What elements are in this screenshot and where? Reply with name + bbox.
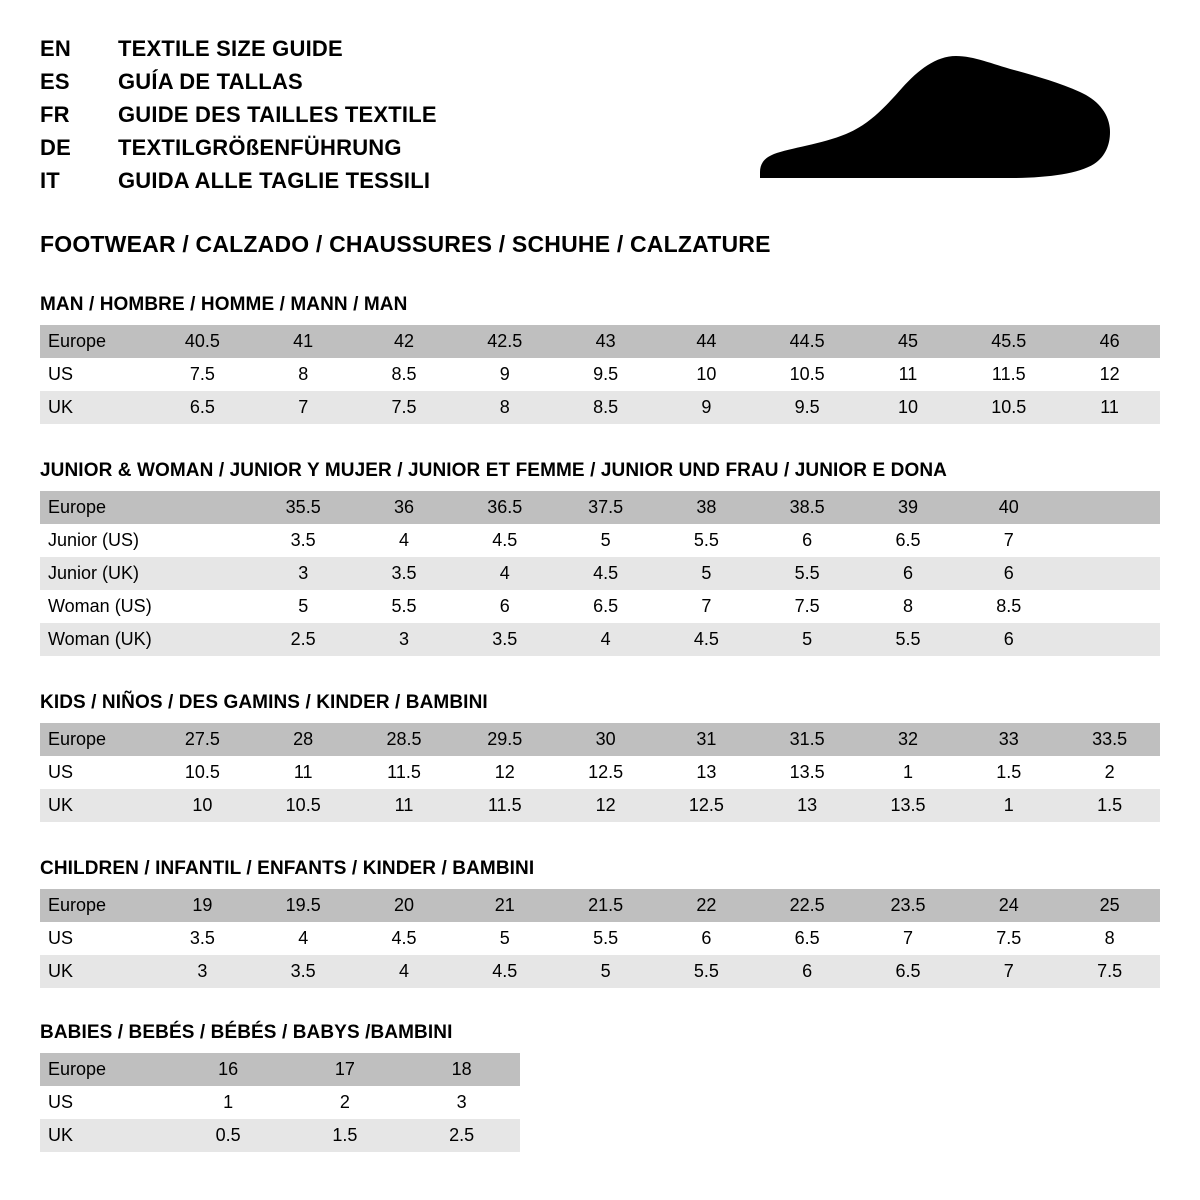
cell: 2 bbox=[286, 1086, 403, 1119]
table-row bbox=[40, 889, 1160, 922]
language-row bbox=[40, 168, 437, 194]
size-table-kids bbox=[40, 723, 1160, 822]
cell: 38.5 bbox=[757, 491, 858, 524]
cell: 6.5 bbox=[858, 955, 959, 988]
row-label: Europe bbox=[40, 1053, 170, 1086]
cell: 11 bbox=[354, 789, 455, 822]
cell: 13 bbox=[656, 756, 757, 789]
table-row bbox=[40, 491, 1160, 524]
cell: 40 bbox=[958, 491, 1059, 524]
cell: 6 bbox=[958, 623, 1059, 656]
cell: 8 bbox=[253, 358, 354, 391]
cell: 30 bbox=[555, 723, 656, 756]
table-row bbox=[40, 789, 1160, 822]
cell: 6 bbox=[656, 922, 757, 955]
cell: 1 bbox=[958, 789, 1059, 822]
section-kids bbox=[40, 692, 1160, 822]
cell: 3.5 bbox=[454, 623, 555, 656]
row-label: UK bbox=[40, 391, 152, 424]
cell: 2.5 bbox=[253, 623, 354, 656]
cell bbox=[152, 491, 253, 524]
table-row bbox=[40, 1053, 520, 1086]
cell: 4.5 bbox=[454, 955, 555, 988]
cell: 25 bbox=[1059, 889, 1160, 922]
cell: 12.5 bbox=[656, 789, 757, 822]
cell: 3.5 bbox=[354, 557, 455, 590]
cell: 42.5 bbox=[454, 325, 555, 358]
table-row bbox=[40, 524, 1160, 557]
cell bbox=[1059, 623, 1160, 656]
cell: 13.5 bbox=[858, 789, 959, 822]
row-label: UK bbox=[40, 1119, 170, 1152]
cell: 19 bbox=[152, 889, 253, 922]
cell: 3.5 bbox=[152, 922, 253, 955]
language-row bbox=[40, 69, 437, 95]
cell: 12 bbox=[1059, 358, 1160, 391]
cell: 12.5 bbox=[555, 756, 656, 789]
cell: 5.5 bbox=[858, 623, 959, 656]
language-title-list bbox=[40, 36, 437, 201]
cell: 4 bbox=[354, 524, 455, 557]
cell: 21.5 bbox=[555, 889, 656, 922]
cell: 28 bbox=[253, 723, 354, 756]
cell: 0.5 bbox=[170, 1119, 287, 1152]
cell: 8.5 bbox=[354, 358, 455, 391]
cell: 2 bbox=[1059, 756, 1160, 789]
section-title: JUNIOR & WOMAN / JUNIOR Y MUJER / JUNIOR ET FEMME / JUNIOR UND FRAU / JUNIOR E DONA bbox=[40, 460, 948, 481]
footwear-title: FOOTWEAR / CALZADO / CHAUSSURES / SCHUHE / CALZATURE bbox=[40, 231, 771, 257]
cell: 5 bbox=[555, 524, 656, 557]
row-label: Europe bbox=[40, 889, 152, 922]
cell: 33 bbox=[958, 723, 1059, 756]
cell: 31 bbox=[656, 723, 757, 756]
cell: 10 bbox=[858, 391, 959, 424]
cell: 10 bbox=[152, 789, 253, 822]
cell: 7 bbox=[858, 922, 959, 955]
language-code: ES bbox=[40, 69, 70, 94]
cell: 23.5 bbox=[858, 889, 959, 922]
table-row bbox=[40, 756, 1160, 789]
language-title: TEXTILGRÖßENFÜHRUNG bbox=[118, 135, 402, 160]
row-label: US bbox=[40, 922, 152, 955]
cell: 2.5 bbox=[403, 1119, 520, 1152]
cell: 36.5 bbox=[454, 491, 555, 524]
cell: 9.5 bbox=[555, 358, 656, 391]
cell: 7.5 bbox=[958, 922, 1059, 955]
cell: 1.5 bbox=[1059, 789, 1160, 822]
cell: 32 bbox=[858, 723, 959, 756]
cell bbox=[152, 590, 253, 623]
cell: 7.5 bbox=[354, 391, 455, 424]
cell: 31.5 bbox=[757, 723, 858, 756]
dress-shoe-icon bbox=[760, 54, 1110, 184]
cell: 16 bbox=[170, 1053, 287, 1086]
cell: 4.5 bbox=[354, 922, 455, 955]
page-header bbox=[40, 36, 1160, 201]
cell: 9 bbox=[454, 358, 555, 391]
row-label: US bbox=[40, 1086, 170, 1119]
cell: 3.5 bbox=[253, 955, 354, 988]
cell: 13.5 bbox=[757, 756, 858, 789]
cell: 8 bbox=[454, 391, 555, 424]
cell: 5.5 bbox=[555, 922, 656, 955]
cell: 5 bbox=[253, 590, 354, 623]
cell: 18 bbox=[403, 1053, 520, 1086]
cell: 6.5 bbox=[858, 524, 959, 557]
table-row bbox=[40, 922, 1160, 955]
cell: 20 bbox=[354, 889, 455, 922]
cell: 37.5 bbox=[555, 491, 656, 524]
section-babies bbox=[40, 1022, 1160, 1152]
cell: 6 bbox=[757, 524, 858, 557]
cell: 4 bbox=[253, 922, 354, 955]
cell: 27.5 bbox=[152, 723, 253, 756]
cell: 3 bbox=[152, 955, 253, 988]
cell: 3 bbox=[403, 1086, 520, 1119]
cell: 5 bbox=[555, 955, 656, 988]
cell: 35.5 bbox=[253, 491, 354, 524]
cell: 6 bbox=[858, 557, 959, 590]
cell: 5.5 bbox=[656, 524, 757, 557]
cell: 41 bbox=[253, 325, 354, 358]
language-code: IT bbox=[40, 168, 60, 193]
cell: 8 bbox=[858, 590, 959, 623]
language-row bbox=[40, 102, 437, 128]
cell: 11 bbox=[858, 358, 959, 391]
section-title: BABIES / BEBÉS / BÉBÉS / BABYS /BAMBINI bbox=[40, 1022, 453, 1043]
cell: 39 bbox=[858, 491, 959, 524]
cell: 3 bbox=[253, 557, 354, 590]
cell: 4 bbox=[555, 623, 656, 656]
language-title: GUÍA DE TALLAS bbox=[118, 69, 303, 94]
cell: 7.5 bbox=[1059, 955, 1160, 988]
cell: 17 bbox=[286, 1053, 403, 1086]
cell: 6.5 bbox=[152, 391, 253, 424]
language-title: GUIDA ALLE TAGLIE TESSILI bbox=[118, 168, 431, 193]
cell: 22 bbox=[656, 889, 757, 922]
row-label: Europe bbox=[40, 723, 152, 756]
cell: 42 bbox=[354, 325, 455, 358]
row-label: US bbox=[40, 756, 152, 789]
cell: 6.5 bbox=[757, 922, 858, 955]
row-label: Junior (US) bbox=[40, 524, 152, 557]
cell: 22.5 bbox=[757, 889, 858, 922]
cell: 5 bbox=[454, 922, 555, 955]
cell: 4.5 bbox=[555, 557, 656, 590]
cell: 9 bbox=[656, 391, 757, 424]
cell: 43 bbox=[555, 325, 656, 358]
row-label: Europe bbox=[40, 325, 152, 358]
table-row bbox=[40, 358, 1160, 391]
cell: 36 bbox=[354, 491, 455, 524]
cell: 11.5 bbox=[454, 789, 555, 822]
row-label: Woman (UK) bbox=[40, 623, 152, 656]
table-row bbox=[40, 1086, 520, 1119]
cell: 10.5 bbox=[152, 756, 253, 789]
table-row bbox=[40, 623, 1160, 656]
language-row bbox=[40, 36, 437, 62]
cell: 5 bbox=[656, 557, 757, 590]
row-label: UK bbox=[40, 955, 152, 988]
section-title: KIDS / NIÑOS / DES GAMINS / KINDER / BAMBINI bbox=[40, 692, 488, 713]
row-label: US bbox=[40, 358, 152, 391]
cell: 4.5 bbox=[656, 623, 757, 656]
cell: 8 bbox=[1059, 922, 1160, 955]
cell: 5.5 bbox=[656, 955, 757, 988]
cell: 7 bbox=[958, 955, 1059, 988]
cell: 19.5 bbox=[253, 889, 354, 922]
cell: 7 bbox=[253, 391, 354, 424]
cell: 10.5 bbox=[958, 391, 1059, 424]
cell bbox=[1059, 590, 1160, 623]
table-row bbox=[40, 325, 1160, 358]
table-row bbox=[40, 391, 1160, 424]
cell: 12 bbox=[454, 756, 555, 789]
language-row bbox=[40, 135, 437, 161]
table-row bbox=[40, 1119, 520, 1152]
cell: 1.5 bbox=[286, 1119, 403, 1152]
cell bbox=[152, 524, 253, 557]
cell bbox=[152, 557, 253, 590]
section-title: MAN / HOMBRE / HOMME / MANN / MAN bbox=[40, 294, 408, 315]
table-row bbox=[40, 955, 1160, 988]
language-title: TEXTILE SIZE GUIDE bbox=[118, 36, 343, 61]
cell: 5 bbox=[757, 623, 858, 656]
size-table-junior-woman bbox=[40, 491, 1160, 656]
cell: 6 bbox=[958, 557, 1059, 590]
cell: 11 bbox=[1059, 391, 1160, 424]
section-title: CHILDREN / INFANTIL / ENFANTS / KINDER / BAMBINI bbox=[40, 858, 535, 879]
cell: 45.5 bbox=[958, 325, 1059, 358]
cell: 3 bbox=[354, 623, 455, 656]
cell: 8.5 bbox=[555, 391, 656, 424]
cell: 7.5 bbox=[152, 358, 253, 391]
cell bbox=[1059, 524, 1160, 557]
cell: 28.5 bbox=[354, 723, 455, 756]
row-label: Junior (UK) bbox=[40, 557, 152, 590]
cell bbox=[1059, 491, 1160, 524]
cell: 6 bbox=[757, 955, 858, 988]
cell: 40.5 bbox=[152, 325, 253, 358]
row-label: UK bbox=[40, 789, 152, 822]
language-title: GUIDE DES TAILLES TEXTILE bbox=[118, 102, 437, 127]
cell: 46 bbox=[1059, 325, 1160, 358]
row-label: Europe bbox=[40, 491, 152, 524]
table-row bbox=[40, 557, 1160, 590]
cell bbox=[152, 623, 253, 656]
cell: 24 bbox=[958, 889, 1059, 922]
cell: 10.5 bbox=[757, 358, 858, 391]
cell: 11.5 bbox=[958, 358, 1059, 391]
cell: 9.5 bbox=[757, 391, 858, 424]
cell: 1.5 bbox=[958, 756, 1059, 789]
cell: 6 bbox=[454, 590, 555, 623]
table-row bbox=[40, 590, 1160, 623]
cell: 13 bbox=[757, 789, 858, 822]
cell: 38 bbox=[656, 491, 757, 524]
size-table-children bbox=[40, 889, 1160, 988]
cell: 5.5 bbox=[354, 590, 455, 623]
cell bbox=[1059, 557, 1160, 590]
cell: 12 bbox=[555, 789, 656, 822]
size-table-babies bbox=[40, 1053, 520, 1152]
cell: 8.5 bbox=[958, 590, 1059, 623]
cell: 45 bbox=[858, 325, 959, 358]
section-junior-woman bbox=[40, 460, 1160, 656]
cell: 10.5 bbox=[253, 789, 354, 822]
cell: 11.5 bbox=[354, 756, 455, 789]
cell: 6.5 bbox=[555, 590, 656, 623]
cell: 33.5 bbox=[1059, 723, 1160, 756]
language-code: EN bbox=[40, 36, 71, 61]
cell: 44.5 bbox=[757, 325, 858, 358]
cell: 44 bbox=[656, 325, 757, 358]
cell: 21 bbox=[454, 889, 555, 922]
language-code: FR bbox=[40, 102, 70, 127]
cell: 4 bbox=[354, 955, 455, 988]
cell: 4 bbox=[454, 557, 555, 590]
cell: 7.5 bbox=[757, 590, 858, 623]
cell: 5.5 bbox=[757, 557, 858, 590]
language-code: DE bbox=[40, 135, 71, 160]
cell: 1 bbox=[170, 1086, 287, 1119]
cell: 3.5 bbox=[253, 524, 354, 557]
cell: 7 bbox=[656, 590, 757, 623]
size-table-man bbox=[40, 325, 1160, 424]
section-children bbox=[40, 858, 1160, 988]
cell: 7 bbox=[958, 524, 1059, 557]
cell: 4.5 bbox=[454, 524, 555, 557]
cell: 1 bbox=[858, 756, 959, 789]
cell: 10 bbox=[656, 358, 757, 391]
cell: 29.5 bbox=[454, 723, 555, 756]
row-label: Woman (US) bbox=[40, 590, 152, 623]
table-row bbox=[40, 723, 1160, 756]
section-man bbox=[40, 294, 1160, 424]
cell: 11 bbox=[253, 756, 354, 789]
